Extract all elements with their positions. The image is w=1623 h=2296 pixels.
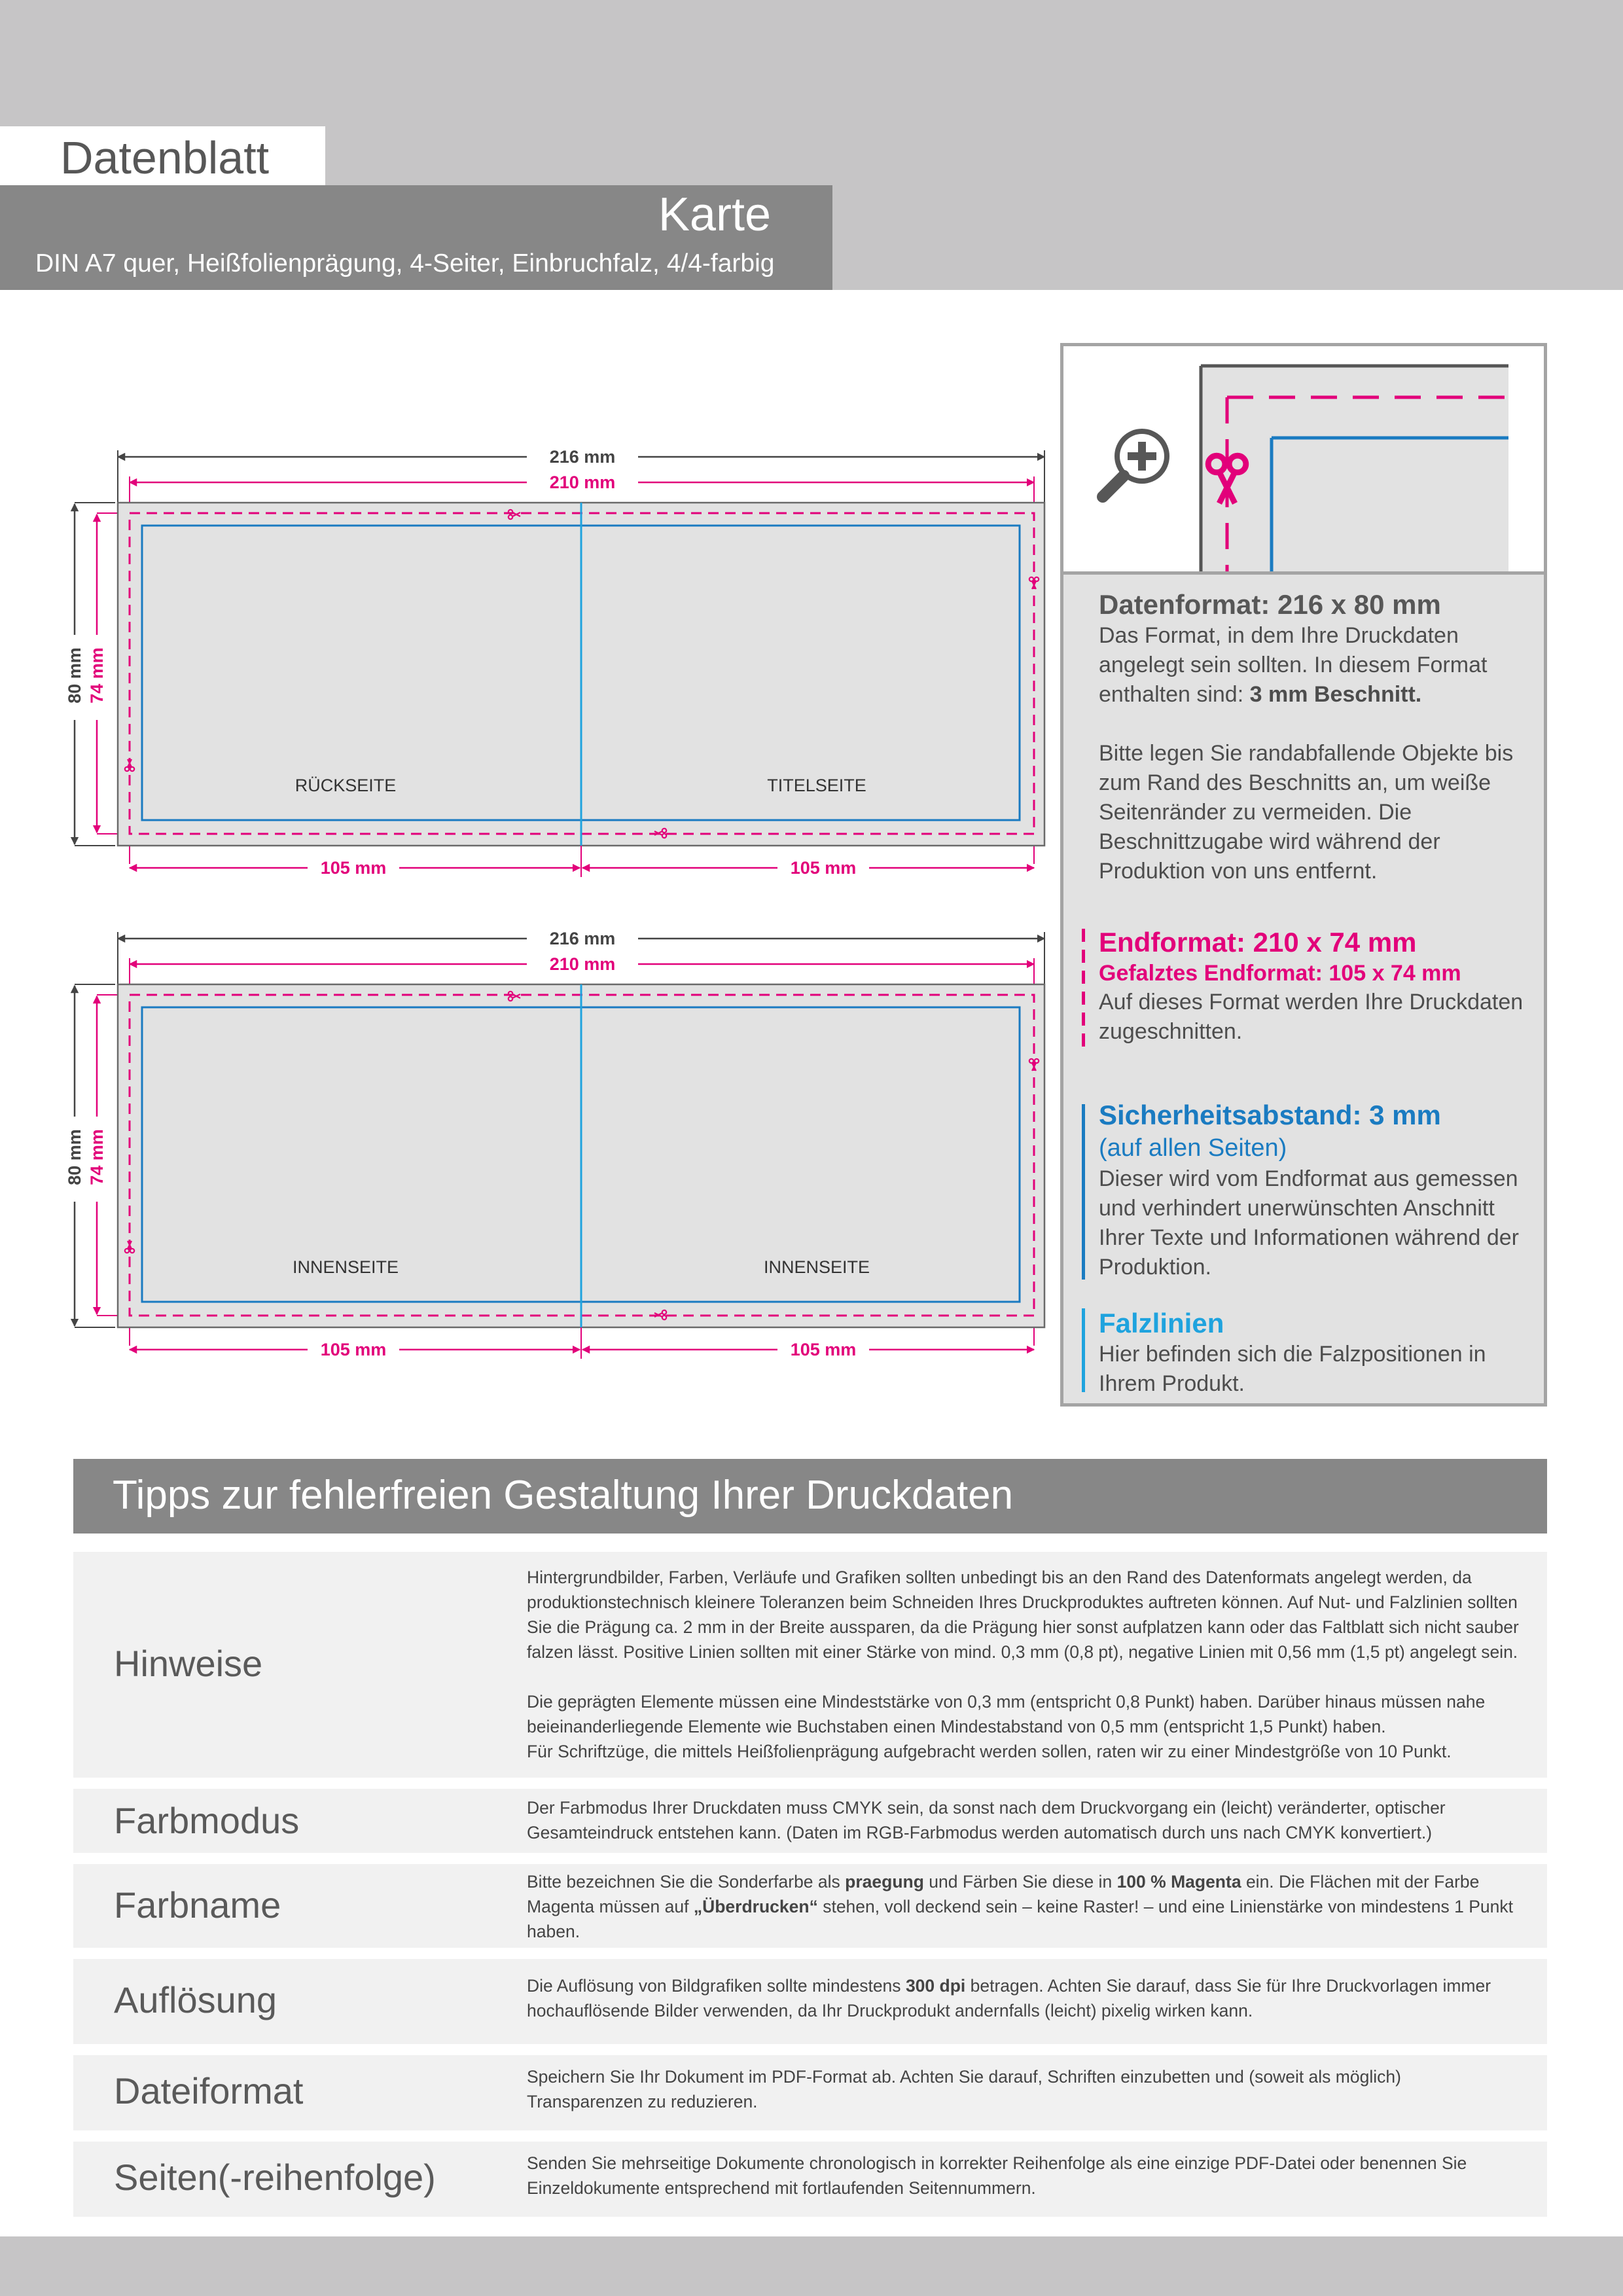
farbname-text-3: ein. Die Flächen mit der Farbe Magenta müssen auf xyxy=(527,1872,1480,1916)
tip-label-farbname: Farbname xyxy=(114,1884,281,1926)
back-diagram xyxy=(63,928,1044,1360)
fold-text: Hier befinden sich die Falzpositionen in Ihrem Produkt. xyxy=(1099,1342,1486,1396)
doc-label-tab xyxy=(0,126,325,185)
trim-width-label: 210 mm xyxy=(549,473,616,492)
panel-width-left: 105 mm xyxy=(320,1340,387,1359)
farbname-text-4: stehen, voll deckend sein – keine Raster! – und eine Linienstärke von mindestens 1 Punkt haben. xyxy=(527,1897,1513,1941)
fold-block xyxy=(1099,1307,1544,1399)
hinweise-paragraph-2: Die geprägten Elemente müssen eine Mindeststärke von 0,3 mm (entspricht 0,8 Punkt) haben. Darüber hinaus müssen nahe beieinanderliegende Elemente wie Buchstaben einen Mindestabstand von 0,5 mm (entspricht 1,5 Punkt) haben. xyxy=(527,1692,1486,1736)
tips-header xyxy=(73,1459,1547,1534)
tip-label-aufloesung: Auflösung xyxy=(114,1979,277,2020)
safety-block xyxy=(1099,1099,1544,1282)
legend-box xyxy=(1060,343,1547,1407)
panel-width-right: 105 mm xyxy=(790,858,857,878)
trim-height-label: 74 mm xyxy=(87,1129,107,1185)
product-subtitle: DIN A7 quer, Heißfolienprägung, 4-Seiter, Einbruchfalz, 4/4-farbig xyxy=(35,249,775,278)
tip-text-dateiformat: Speichern Sie Ihr Dokument im PDF-Format ab. Achten Sie darauf, Schriften einzubetten und (soweit als möglich) Transparenzen zu reduzieren. xyxy=(527,2067,1401,2111)
tip-row-farbmodus xyxy=(73,1789,1547,1853)
outer-height-label: 80 mm xyxy=(65,1129,84,1185)
aufloesung-text-1: Die Auflösung von Bildgrafiken sollte mindestens xyxy=(527,1976,901,1996)
tip-row-seiten xyxy=(73,2142,1547,2217)
format-diagram xyxy=(0,393,1054,1374)
title-bar xyxy=(0,185,832,290)
hinweise-paragraph-1: Hintergrundbilder, Farben, Verläufe und Grafiken sollten unbedingt bis an den Rand des Datenformats angelegt werden, da produktionstechnisch kleinere Toleranzen beim Schneiden Ihres Druckproduktes auftreten können. Auf Nut- und Falzlinien sollten Sie die Prägung ca. 2 mm in der Breite aussparen, da die Prägung hier sonst aufplatzen kann oder das Faltblatt sich nicht sauber falzen lässt. Positive Linien sollten mit einer Stärke von mind. 0,3 mm (0,8 pt), negative Linien mit 0,56 mm (1,5 pt) angelegt sein. xyxy=(527,1568,1519,1662)
fold-bar xyxy=(1082,1308,1085,1392)
tip-label-hinweise: Hinweise xyxy=(114,1643,263,1684)
safety-title: Sicherheitsabstand: 3 mm xyxy=(1099,1100,1441,1130)
farbname-text-1: Bitte bezeichnen Sie die Sonderfarbe als xyxy=(527,1872,840,1892)
zoom-detail xyxy=(1063,346,1544,575)
bleed-note: Bitte legen Sie randabfallende Objekte bis zum Rand des Beschnitts an, um weiße Seitenränder zu vermeiden. Die Beschnittzugabe wird während der Produktion von uns entfernt. xyxy=(1099,741,1514,884)
tip-text-farbmodus: Der Farbmodus Ihrer Druckdaten muss CMYK sein, da sonst nach dem Druckvorgang ein (leicht) veränderter, optischer Gesamteindruck entstehen kann. (Daten im RGB-Farbmodus werden automatisch durch uns nach CMYK konvertiert.) xyxy=(527,1798,1446,1842)
aufloesung-dpi: 300 dpi xyxy=(905,1976,966,1996)
trim-width-label: 210 mm xyxy=(549,954,616,974)
panel-label-rueckseite: RÜCKSEITE xyxy=(294,776,397,795)
tip-row-aufloesung xyxy=(73,1959,1547,2044)
product-title: Karte xyxy=(658,188,771,241)
endformat-folded: Gefalztes Endformat: 105 x 74 mm xyxy=(1099,961,1461,986)
safety-subtitle: (auf allen Seiten) xyxy=(1099,1134,1287,1162)
tips-title: Tipps zur fehlerfreien Gestaltung Ihrer Druckdaten xyxy=(113,1473,1014,1518)
panel-label-innenseite-left: INNENSEITE xyxy=(292,1257,399,1277)
fold-title: Falzlinien xyxy=(1099,1308,1224,1338)
farbname-text-2: und Färben Sie diese in xyxy=(929,1872,1113,1892)
tip-label-dateiformat: Dateiformat xyxy=(114,2070,304,2111)
farbname-overprint: „Überdrucken“ xyxy=(693,1897,818,1916)
tip-label-seiten: Seiten(-reihenfolge) xyxy=(114,2157,436,2198)
tip-row-hinweise xyxy=(73,1552,1547,1778)
panel-width-right: 105 mm xyxy=(790,1340,857,1359)
endformat-text: Auf dieses Format werden Ihre Druckdaten zugeschnitten. xyxy=(1099,990,1524,1044)
safety-bar xyxy=(1082,1104,1085,1280)
trim-height-label: 74 mm xyxy=(87,647,107,704)
safety-text: Dieser wird vom Endformat aus gemessen und verhindert unerwünschten Anschnitt Ihrer Texte und Informationen während der Produktion. xyxy=(1099,1166,1519,1280)
farbname-magenta: 100 % Magenta xyxy=(1116,1872,1241,1892)
endformat-title: Endformat: 210 x 74 mm xyxy=(1099,927,1417,958)
farbname-spotcolor: praegung xyxy=(845,1872,924,1892)
tip-text-farbname xyxy=(527,1869,1522,1944)
endformat-block xyxy=(1099,926,1544,1047)
datenformat-block xyxy=(1099,588,1544,709)
tip-text-seiten: Senden Sie mehrseitige Dokumente chronologisch in korrekter Reihenfolge als eine einzige PDF-Datei oder benennen Sie Einzeldokumente entsprechend mit fortlaufenden Seitennummern. xyxy=(527,2153,1467,2198)
aufloesung-text-2: betragen. Achten Sie darauf, dass Sie für Ihre Druckvorlagen immer hochauflösende Bilder verwenden, da Ihr Druckprodukt andernfalls (leicht) pixelig wirken kann. xyxy=(527,1976,1491,2020)
panel-label-innenseite-right: INNENSEITE xyxy=(763,1257,870,1277)
tip-text-aufloesung xyxy=(527,1973,1522,2023)
tip-text-hinweise xyxy=(527,1565,1522,1764)
outer-width-label: 216 mm xyxy=(549,929,616,948)
panel-label-titelseite: TITELSEITE xyxy=(767,776,866,795)
footer-band xyxy=(0,2236,1623,2296)
outer-width-label: 216 mm xyxy=(549,447,616,467)
doc-label: Datenblatt xyxy=(60,132,270,183)
tip-row-dateiformat xyxy=(73,2055,1547,2130)
tip-row-farbname xyxy=(73,1864,1547,1948)
panel-width-left: 105 mm xyxy=(320,858,387,878)
datenformat-title: Datenformat: 216 x 80 mm xyxy=(1099,589,1441,620)
magnifier-icon xyxy=(1103,429,1169,497)
front-diagram xyxy=(63,446,1044,878)
datenformat-bleed: 3 mm Beschnitt. xyxy=(1249,682,1422,707)
hinweise-paragraph-3: Für Schriftzüge, die mittels Heißfolienprägung aufgebracht werden sollen, raten wir zu einer Mindestgröße von 10 Punkt. xyxy=(527,1742,1452,1761)
tip-label-farbmodus: Farbmodus xyxy=(114,1800,300,1841)
outer-height-label: 80 mm xyxy=(65,647,84,704)
datenformat-text: Das Format, in dem Ihre Druckdaten angelegt sein sollten. In diesem Format enthalten sind: xyxy=(1099,623,1488,707)
endformat-bar xyxy=(1082,929,1085,1050)
